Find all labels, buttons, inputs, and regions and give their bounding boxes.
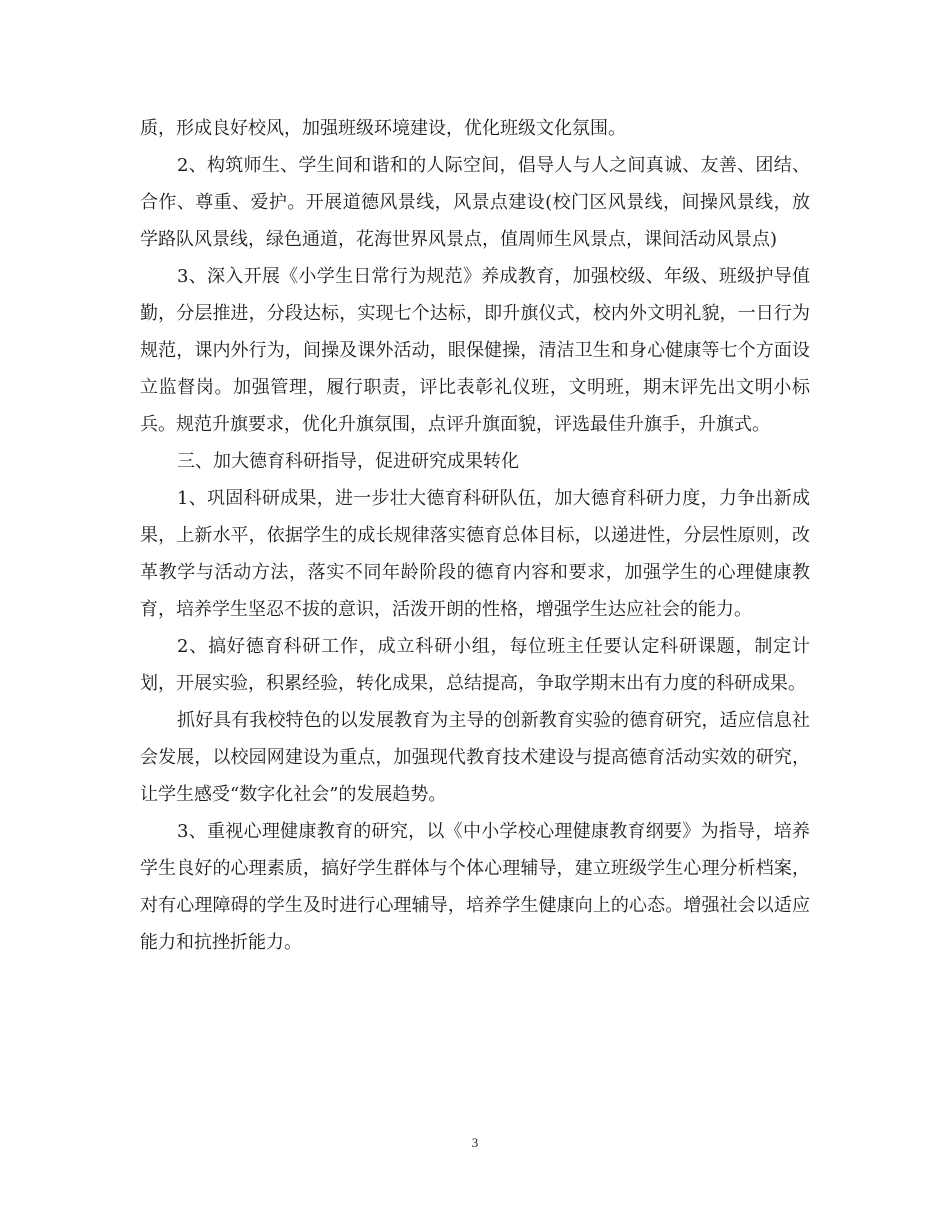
page-number: 3 xyxy=(471,1135,479,1150)
paragraph-item-2: 2、构筑师生、学生间和谐和的人际空间，倡导人与人之间真诚、友善、团结、合作、尊重、爱护。开展道德风景线，风景点建设(校门区风景线，间操风景线，放学路队风景线，绿色通道，花海世界风景点，值周师生风景点，课间活动风景点) xyxy=(140,155,810,250)
paragraph-continuation: 质，形成良好校风，加强班级环境建设，优化班级文化氛围。 xyxy=(140,118,626,139)
document-body xyxy=(140,110,810,961)
paragraph-research-3: 3、重视心理健康教育的研究，以《中小学校心理健康教育纲要》为指导，培养学生良好的心理素质，搞好学生群体与个体心理辅导，建立班级学生心理分析档案，对有心理障碍的学生及时进行心理辅导，培养学生健康向上的心态。增强社会以适应能力和抗挫折能力。 xyxy=(140,821,810,953)
paragraph-research-feature: 抓好具有我校特色的以发展教育为主导的创新教育实验的德育研究，适应信息社会发展，以校园网建设为重点，加强现代教育技术建设与提高德育活动实效的研究，让学生感受“数字化社会”的发展趋势。 xyxy=(140,710,810,805)
paragraph-research-1: 1、巩固科研成果，进一步壮大德育科研队伍，加大德育科研力度，力争出新成果，上新水平，依据学生的成长规律落实德育总体目标，以递进性，分层性原则，改革教学与活动方法，落实不同年龄阶段的德育内容和要求，加强学生的心理健康教育，培养学生坚忍不拔的意识，活泼开朗的性格，增强学生达应社会的能力。 xyxy=(140,488,810,620)
paragraph-item-3: 3、深入开展《小学生日常行为规范》养成教育，加强校级、年级、班级护导值勤，分层推进，分段达标，实现七个达标，即升旗仪式，校内外文明礼貌，一日行为规范，课内外行为，间操及课外活动，眼保健操，清洁卫生和身心健康等七个方面设立监督岗。加强管理，履行职责，评比表彰礼仪班，文明班，期末评先出文明小标兵。规范升旗要求，优化升旗氛围，点评升旗面貌，评选最佳升旗手，升旗式。 xyxy=(140,266,810,435)
section-heading-3: 三、加大德育科研指导，促进研究成果转化 xyxy=(177,451,519,472)
paragraph-research-2: 2、搞好德育科研工作，成立科研小组，每位班主任要认定科研课题，制定计划，开展实验，积累经验，转化成果，总结提高，争取学期末出有力度的科研成果。 xyxy=(140,636,810,694)
